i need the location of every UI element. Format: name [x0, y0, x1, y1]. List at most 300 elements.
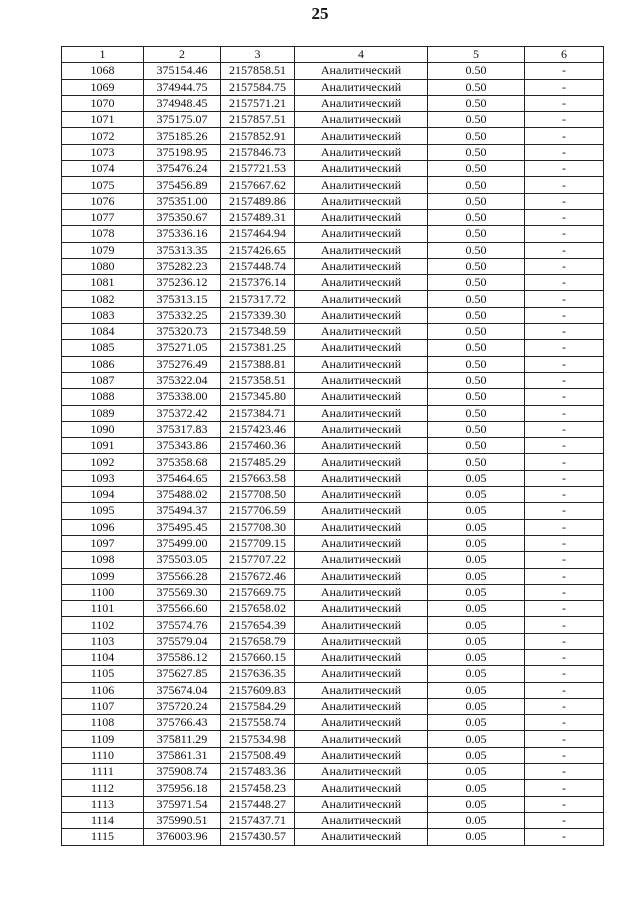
cell-note: -: [525, 666, 604, 682]
cell-x-coordinate: 375343.86: [144, 438, 221, 454]
cell-y-coordinate: 2157381.25: [221, 340, 295, 356]
cell-note: -: [525, 568, 604, 584]
cell-method: Аналитический: [295, 649, 428, 665]
cell-accuracy: 0.50: [428, 258, 525, 274]
cell-point-number: 1074: [62, 161, 144, 177]
cell-method: Аналитический: [295, 454, 428, 470]
cell-method: Аналитический: [295, 633, 428, 649]
cell-y-coordinate: 2157709.15: [221, 535, 295, 551]
cell-note: -: [525, 63, 604, 79]
table-header: [62, 47, 604, 63]
table-row: [62, 405, 604, 421]
table-row: [62, 128, 604, 144]
cell-method: Аналитический: [295, 535, 428, 551]
cell-accuracy: 0.50: [428, 79, 525, 95]
table-row: [62, 633, 604, 649]
cell-y-coordinate: 2157489.86: [221, 193, 295, 209]
cell-method: Аналитический: [295, 291, 428, 307]
cell-point-number: 1112: [62, 780, 144, 796]
table-row: [62, 812, 604, 828]
cell-method: Аналитический: [295, 796, 428, 812]
cell-x-coordinate: 375336.16: [144, 226, 221, 242]
cell-note: -: [525, 258, 604, 274]
cell-note: -: [525, 682, 604, 698]
cell-method: Аналитический: [295, 601, 428, 617]
cell-point-number: 1105: [62, 666, 144, 682]
cell-x-coordinate: 374948.45: [144, 95, 221, 111]
cell-point-number: 1100: [62, 584, 144, 600]
cell-y-coordinate: 2157437.71: [221, 812, 295, 828]
cell-y-coordinate: 2157430.57: [221, 829, 295, 845]
cell-note: -: [525, 324, 604, 340]
cell-y-coordinate: 2157376.14: [221, 275, 295, 291]
cell-y-coordinate: 2157384.71: [221, 405, 295, 421]
cell-accuracy: 0.50: [428, 324, 525, 340]
cell-x-coordinate: 375494.37: [144, 503, 221, 519]
cell-accuracy: 0.05: [428, 780, 525, 796]
table-row: [62, 715, 604, 731]
cell-point-number: 1101: [62, 601, 144, 617]
cell-y-coordinate: 2157489.31: [221, 209, 295, 225]
cell-y-coordinate: 2157571.21: [221, 95, 295, 111]
cell-point-number: 1097: [62, 535, 144, 551]
column-header-1: 1: [62, 47, 144, 63]
cell-x-coordinate: 375351.00: [144, 193, 221, 209]
cell-method: Аналитический: [295, 144, 428, 160]
cell-x-coordinate: 375811.29: [144, 731, 221, 747]
cell-y-coordinate: 2157857.51: [221, 112, 295, 128]
cell-accuracy: 0.05: [428, 568, 525, 584]
cell-y-coordinate: 2157423.46: [221, 421, 295, 437]
cell-accuracy: 0.50: [428, 144, 525, 160]
cell-point-number: 1068: [62, 63, 144, 79]
table-row: [62, 112, 604, 128]
cell-x-coordinate: 375990.51: [144, 812, 221, 828]
cell-method: Аналитический: [295, 275, 428, 291]
cell-x-coordinate: 375313.35: [144, 242, 221, 258]
table-row: [62, 780, 604, 796]
cell-accuracy: 0.05: [428, 519, 525, 535]
cell-y-coordinate: 2157348.59: [221, 324, 295, 340]
cell-accuracy: 0.05: [428, 764, 525, 780]
cell-point-number: 1103: [62, 633, 144, 649]
cell-method: Аналитический: [295, 405, 428, 421]
cell-x-coordinate: 375372.42: [144, 405, 221, 421]
cell-note: -: [525, 356, 604, 372]
cell-x-coordinate: 375185.26: [144, 128, 221, 144]
cell-point-number: 1076: [62, 193, 144, 209]
cell-point-number: 1114: [62, 812, 144, 828]
cell-x-coordinate: 375861.31: [144, 747, 221, 763]
cell-method: Аналитический: [295, 128, 428, 144]
cell-y-coordinate: 2157660.15: [221, 649, 295, 665]
cell-point-number: 1090: [62, 421, 144, 437]
cell-y-coordinate: 2157636.35: [221, 666, 295, 682]
cell-x-coordinate: 375322.04: [144, 372, 221, 388]
table-row: [62, 324, 604, 340]
cell-method: Аналитический: [295, 715, 428, 731]
cell-x-coordinate: 375358.68: [144, 454, 221, 470]
table-row: [62, 177, 604, 193]
cell-x-coordinate: 375456.89: [144, 177, 221, 193]
cell-method: Аналитический: [295, 698, 428, 714]
cell-y-coordinate: 2157672.46: [221, 568, 295, 584]
cell-y-coordinate: 2157485.29: [221, 454, 295, 470]
table-row: [62, 454, 604, 470]
cell-x-coordinate: 375574.76: [144, 617, 221, 633]
table-row: [62, 698, 604, 714]
cell-method: Аналитический: [295, 340, 428, 356]
cell-x-coordinate: 375586.12: [144, 649, 221, 665]
cell-x-coordinate: 376003.96: [144, 829, 221, 845]
cell-y-coordinate: 2157721.53: [221, 161, 295, 177]
cell-point-number: 1079: [62, 242, 144, 258]
cell-note: -: [525, 584, 604, 600]
cell-method: Аналитический: [295, 63, 428, 79]
table-row: [62, 144, 604, 160]
cell-y-coordinate: 2157706.59: [221, 503, 295, 519]
cell-x-coordinate: 375566.28: [144, 568, 221, 584]
table-row: [62, 438, 604, 454]
cell-method: Аналитический: [295, 780, 428, 796]
cell-method: Аналитический: [295, 552, 428, 568]
cell-accuracy: 0.50: [428, 95, 525, 111]
cell-x-coordinate: 375154.46: [144, 63, 221, 79]
table-row: [62, 193, 604, 209]
cell-point-number: 1107: [62, 698, 144, 714]
cell-x-coordinate: 375332.25: [144, 307, 221, 323]
cell-point-number: 1080: [62, 258, 144, 274]
cell-note: -: [525, 95, 604, 111]
cell-y-coordinate: 2157508.49: [221, 747, 295, 763]
table-row: [62, 617, 604, 633]
table-row: [62, 796, 604, 812]
cell-accuracy: 0.50: [428, 421, 525, 437]
cell-point-number: 1084: [62, 324, 144, 340]
table-row: [62, 79, 604, 95]
cell-point-number: 1115: [62, 829, 144, 845]
cell-method: Аналитический: [295, 112, 428, 128]
cell-note: -: [525, 389, 604, 405]
cell-x-coordinate: 375476.24: [144, 161, 221, 177]
cell-method: Аналитический: [295, 470, 428, 486]
cell-accuracy: 0.05: [428, 796, 525, 812]
cell-note: -: [525, 487, 604, 503]
cell-x-coordinate: 375579.04: [144, 633, 221, 649]
cell-note: -: [525, 747, 604, 763]
cell-note: -: [525, 764, 604, 780]
cell-method: Аналитический: [295, 584, 428, 600]
cell-y-coordinate: 2157464.94: [221, 226, 295, 242]
cell-x-coordinate: 375338.00: [144, 389, 221, 405]
cell-method: Аналитический: [295, 438, 428, 454]
cell-x-coordinate: 375499.00: [144, 535, 221, 551]
cell-note: -: [525, 226, 604, 242]
cell-point-number: 1088: [62, 389, 144, 405]
cell-accuracy: 0.05: [428, 552, 525, 568]
cell-method: Аналитический: [295, 487, 428, 503]
cell-accuracy: 0.50: [428, 405, 525, 421]
table-row: [62, 682, 604, 698]
cell-x-coordinate: 375276.49: [144, 356, 221, 372]
cell-x-coordinate: 375271.05: [144, 340, 221, 356]
cell-x-coordinate: 374944.75: [144, 79, 221, 95]
cell-point-number: 1113: [62, 796, 144, 812]
cell-note: -: [525, 698, 604, 714]
cell-x-coordinate: 375488.02: [144, 487, 221, 503]
header-row: [62, 47, 604, 63]
cell-note: -: [525, 796, 604, 812]
cell-y-coordinate: 2157663.58: [221, 470, 295, 486]
cell-note: -: [525, 307, 604, 323]
cell-method: Аналитический: [295, 568, 428, 584]
cell-point-number: 1072: [62, 128, 144, 144]
table-row: [62, 291, 604, 307]
table-row: [62, 63, 604, 79]
cell-note: -: [525, 340, 604, 356]
cell-accuracy: 0.05: [428, 812, 525, 828]
cell-method: Аналитический: [295, 161, 428, 177]
cell-x-coordinate: 375956.18: [144, 780, 221, 796]
cell-accuracy: 0.50: [428, 112, 525, 128]
cell-y-coordinate: 2157654.39: [221, 617, 295, 633]
cell-x-coordinate: 375766.43: [144, 715, 221, 731]
cell-accuracy: 0.50: [428, 161, 525, 177]
cell-note: -: [525, 421, 604, 437]
cell-note: -: [525, 829, 604, 845]
cell-note: -: [525, 79, 604, 95]
table-row: [62, 161, 604, 177]
cell-note: -: [525, 144, 604, 160]
cell-method: Аналитический: [295, 372, 428, 388]
cell-y-coordinate: 2157558.74: [221, 715, 295, 731]
cell-point-number: 1071: [62, 112, 144, 128]
cell-note: -: [525, 177, 604, 193]
cell-accuracy: 0.05: [428, 682, 525, 698]
cell-point-number: 1077: [62, 209, 144, 225]
cell-accuracy: 0.50: [428, 389, 525, 405]
cell-point-number: 1087: [62, 372, 144, 388]
cell-note: -: [525, 372, 604, 388]
cell-x-coordinate: 375198.95: [144, 144, 221, 160]
cell-note: -: [525, 601, 604, 617]
cell-y-coordinate: 2157388.81: [221, 356, 295, 372]
cell-accuracy: 0.50: [428, 372, 525, 388]
cell-method: Аналитический: [295, 747, 428, 763]
cell-note: -: [525, 193, 604, 209]
cell-point-number: 1092: [62, 454, 144, 470]
table-row: [62, 829, 604, 845]
cell-method: Аналитический: [295, 177, 428, 193]
cell-note: -: [525, 780, 604, 796]
cell-note: -: [525, 633, 604, 649]
table-row: [62, 568, 604, 584]
cell-accuracy: 0.05: [428, 666, 525, 682]
cell-method: Аналитический: [295, 356, 428, 372]
cell-point-number: 1075: [62, 177, 144, 193]
cell-x-coordinate: 375464.65: [144, 470, 221, 486]
table-body: [62, 63, 604, 845]
table-row: [62, 601, 604, 617]
table-row: [62, 226, 604, 242]
cell-method: Аналитический: [295, 307, 428, 323]
cell-accuracy: 0.50: [428, 438, 525, 454]
cell-y-coordinate: 2157448.74: [221, 258, 295, 274]
cell-accuracy: 0.50: [428, 242, 525, 258]
table-row: [62, 487, 604, 503]
cell-y-coordinate: 2157448.27: [221, 796, 295, 812]
cell-x-coordinate: 375236.12: [144, 275, 221, 291]
cell-point-number: 1095: [62, 503, 144, 519]
cell-point-number: 1093: [62, 470, 144, 486]
cell-x-coordinate: 375495.45: [144, 519, 221, 535]
cell-point-number: 1104: [62, 649, 144, 665]
cell-method: Аналитический: [295, 519, 428, 535]
cell-accuracy: 0.05: [428, 829, 525, 845]
cell-method: Аналитический: [295, 812, 428, 828]
cell-method: Аналитический: [295, 193, 428, 209]
cell-point-number: 1110: [62, 747, 144, 763]
cell-y-coordinate: 2157708.50: [221, 487, 295, 503]
table-row: [62, 666, 604, 682]
cell-accuracy: 0.05: [428, 633, 525, 649]
cell-note: -: [525, 112, 604, 128]
table-row: [62, 275, 604, 291]
cell-y-coordinate: 2157339.30: [221, 307, 295, 323]
cell-accuracy: 0.05: [428, 747, 525, 763]
cell-note: -: [525, 503, 604, 519]
cell-accuracy: 0.50: [428, 340, 525, 356]
cell-point-number: 1106: [62, 682, 144, 698]
cell-y-coordinate: 2157460.36: [221, 438, 295, 454]
cell-y-coordinate: 2157345.80: [221, 389, 295, 405]
cell-point-number: 1108: [62, 715, 144, 731]
cell-point-number: 1109: [62, 731, 144, 747]
cell-note: -: [525, 438, 604, 454]
cell-x-coordinate: 375503.05: [144, 552, 221, 568]
cell-note: -: [525, 617, 604, 633]
table-row: [62, 649, 604, 665]
cell-y-coordinate: 2157534.98: [221, 731, 295, 747]
cell-y-coordinate: 2157669.75: [221, 584, 295, 600]
cell-x-coordinate: 375720.24: [144, 698, 221, 714]
cell-point-number: 1085: [62, 340, 144, 356]
table-row: [62, 95, 604, 111]
cell-point-number: 1111: [62, 764, 144, 780]
cell-method: Аналитический: [295, 731, 428, 747]
table-row: [62, 584, 604, 600]
cell-accuracy: 0.50: [428, 275, 525, 291]
cell-accuracy: 0.05: [428, 649, 525, 665]
cell-y-coordinate: 2157658.02: [221, 601, 295, 617]
cell-method: Аналитический: [295, 682, 428, 698]
cell-method: Аналитический: [295, 421, 428, 437]
cell-point-number: 1069: [62, 79, 144, 95]
page-number: 25: [311, 4, 329, 23]
column-header-2: 2: [144, 47, 221, 63]
cell-x-coordinate: 375320.73: [144, 324, 221, 340]
cell-y-coordinate: 2157858.51: [221, 63, 295, 79]
cell-y-coordinate: 2157846.73: [221, 144, 295, 160]
column-header-4: 4: [295, 47, 428, 63]
cell-method: Аналитический: [295, 666, 428, 682]
cell-note: -: [525, 128, 604, 144]
table-row: [62, 764, 604, 780]
cell-note: -: [525, 649, 604, 665]
cell-point-number: 1070: [62, 95, 144, 111]
cell-note: -: [525, 209, 604, 225]
table-row: [62, 552, 604, 568]
cell-point-number: 1096: [62, 519, 144, 535]
cell-point-number: 1089: [62, 405, 144, 421]
cell-note: -: [525, 454, 604, 470]
cell-x-coordinate: 375313.15: [144, 291, 221, 307]
cell-note: -: [525, 470, 604, 486]
coordinates-table: [61, 46, 604, 846]
cell-accuracy: 0.50: [428, 356, 525, 372]
cell-x-coordinate: 375674.04: [144, 682, 221, 698]
cell-note: -: [525, 161, 604, 177]
cell-note: -: [525, 715, 604, 731]
cell-accuracy: 0.50: [428, 209, 525, 225]
cell-y-coordinate: 2157584.75: [221, 79, 295, 95]
cell-y-coordinate: 2157358.51: [221, 372, 295, 388]
cell-accuracy: 0.50: [428, 226, 525, 242]
cell-point-number: 1083: [62, 307, 144, 323]
cell-method: Аналитический: [295, 617, 428, 633]
cell-accuracy: 0.05: [428, 601, 525, 617]
cell-method: Аналитический: [295, 95, 428, 111]
cell-method: Аналитический: [295, 829, 428, 845]
table-row: [62, 372, 604, 388]
cell-method: Аналитический: [295, 226, 428, 242]
cell-accuracy: 0.05: [428, 503, 525, 519]
cell-accuracy: 0.50: [428, 128, 525, 144]
cell-accuracy: 0.50: [428, 307, 525, 323]
cell-y-coordinate: 2157458.23: [221, 780, 295, 796]
table-row: [62, 258, 604, 274]
cell-point-number: 1098: [62, 552, 144, 568]
cell-x-coordinate: 375175.07: [144, 112, 221, 128]
table-row: [62, 470, 604, 486]
cell-x-coordinate: 375627.85: [144, 666, 221, 682]
cell-note: -: [525, 552, 604, 568]
table-row: [62, 356, 604, 372]
table-row: [62, 535, 604, 551]
cell-accuracy: 0.05: [428, 731, 525, 747]
cell-accuracy: 0.50: [428, 193, 525, 209]
cell-method: Аналитический: [295, 389, 428, 405]
table-row: [62, 307, 604, 323]
cell-point-number: 1082: [62, 291, 144, 307]
column-header-3: 3: [221, 47, 295, 63]
cell-accuracy: 0.50: [428, 291, 525, 307]
table-row: [62, 503, 604, 519]
cell-point-number: 1091: [62, 438, 144, 454]
cell-y-coordinate: 2157483.36: [221, 764, 295, 780]
cell-point-number: 1099: [62, 568, 144, 584]
cell-y-coordinate: 2157426.65: [221, 242, 295, 258]
cell-note: -: [525, 275, 604, 291]
cell-x-coordinate: 375317.83: [144, 421, 221, 437]
column-header-5: 5: [428, 47, 525, 63]
cell-note: -: [525, 405, 604, 421]
cell-x-coordinate: 375971.54: [144, 796, 221, 812]
cell-y-coordinate: 2157658.79: [221, 633, 295, 649]
table-row: [62, 340, 604, 356]
cell-note: -: [525, 291, 604, 307]
table-row: [62, 519, 604, 535]
